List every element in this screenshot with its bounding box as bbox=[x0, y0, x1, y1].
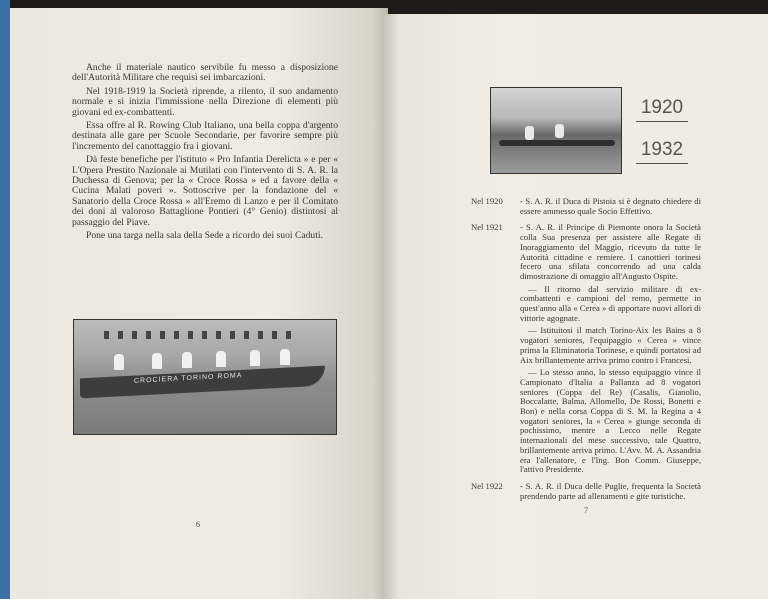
entry-year-label: Nel 1920 bbox=[471, 196, 503, 206]
chronicle-entry bbox=[471, 223, 701, 475]
entry-paragraph: — Il ritorno dal servizio militare di ex-combattenti e campioni del remo, permette in quest'anno alla « Cerea » di apportare nuovi allori di vittorie agognate. bbox=[520, 283, 701, 323]
chronicle-entry bbox=[471, 482, 701, 501]
boat-hull bbox=[80, 366, 325, 399]
flags-decoration bbox=[104, 326, 324, 340]
rowing-boat-photo bbox=[73, 319, 337, 435]
rower-figure bbox=[216, 351, 226, 367]
boat-inscription: CROCIERA TORINO ROMA bbox=[134, 372, 243, 385]
scull-photo bbox=[490, 87, 622, 174]
entry-paragraph: - S. A. R. il Duca delle Puglie, frequenta la Società prendendo parte ad allenamenti e gite turistiche. bbox=[520, 480, 701, 501]
paragraph: Dà feste benefiche per l'istituto « Pro Infantia Derelicta » e per « L'Opera Prestito Nazionale ai Mutilati con l'intervento di S. A. R. la Duchessa di Genova; per la « Croce Rossa » ed a favore della « Cucina Malati poveri ». Sottoscrive per la fondazione del « Sanatorio della Croce Rossa » all'Eremo di Lanzo e per il Comitato dei doni al valoroso Battaglione Pontieri (4° Genio) distintosi al passaggio del Piave. bbox=[72, 154, 338, 228]
page-number-left: 6 bbox=[196, 520, 200, 529]
rower-figure bbox=[280, 349, 290, 365]
entry-paragraph: — Istituitosi il match Torino-Aix les Bains a 8 vogatori seniores, l'equipaggio « Cerea » vince prima la Eliminatoria Torinese, e quindi portatosi ad Aix brillantemente arriva primo contro i Francesi. bbox=[520, 325, 701, 365]
entry-year-label: Nel 1922 bbox=[471, 480, 503, 491]
paragraph: Anche il materiale nautico servibile fu messo a disposizione dell'Autorità Militare che requisì sei imbarcazioni. bbox=[72, 62, 338, 84]
paragraph: Pone una targa nella sala della Sede a ricordo dei suoi Caduti. bbox=[86, 230, 323, 242]
paragraph: Essa offre al R. Rowing Club Italiano, una bella coppa d'argento destinata alle gare per Scuole Secondarie, per favorire sempre più l'incremento del canottaggio fra i giovani. bbox=[72, 120, 338, 152]
rower-figure bbox=[182, 352, 192, 368]
scull-hull bbox=[499, 140, 615, 146]
rower-figure bbox=[555, 124, 564, 138]
entry-year-label: Nel 1921 bbox=[471, 222, 503, 233]
chronicle-entry bbox=[471, 197, 701, 216]
page-number-right: 7 bbox=[584, 506, 588, 515]
rower-figure bbox=[525, 126, 534, 140]
entry-paragraph: - S. A. R. il Principe di Piemonte onora la Società colla Sua presenza per assistere alle Regate di Inoraggiamento del Maggio, ricevuto da tutte le Autorità cittadine e remiere. I canottieri torinesi fecero una sfilata concorrendo ad una calda dimostrazione di omaggio all'Augusto Ospite. bbox=[520, 222, 701, 281]
entry-text bbox=[520, 223, 701, 475]
year-start: 1920 bbox=[636, 97, 688, 122]
entry-paragraph: — Lo stesso anno, lo stesso equipaggio vince il Campionato d'Italia a Pallanza ad 8 vogatori seniores (Coppa del Re) (Casalis, Gianolio, Boccalatte, Balma, Allomello, De Rossi, Bonetti e Bon) e nella corsa Coppa di S. M. la Regina a 4 vogatori seniores, la « Cerea » giunge seconda di pochissimo, mentre a Lecco nelle Regate internazionali del mese successivo, tale Quattro, brillantemente arriva primo. L'Avv. M. A. Assandria era l'allenatore, e l'Ing. Bon Comm. Giuseppe, l'attivo Presidente. bbox=[520, 367, 701, 475]
year-range bbox=[636, 97, 688, 164]
rower-figure bbox=[114, 354, 124, 370]
entry-text bbox=[520, 482, 701, 501]
year-end: 1932 bbox=[636, 139, 688, 164]
left-page-text bbox=[72, 63, 338, 245]
rower-figure bbox=[152, 353, 162, 369]
paragraph: Nel 1918-1919 la Società riprende, a rilento, il suo andamento normale e si inizia l'immissione nella Direzione di elementi più giovani ed ex-combattenti. bbox=[72, 85, 338, 118]
background-edge bbox=[0, 0, 10, 599]
chronicle-entries bbox=[471, 197, 701, 508]
entry-text bbox=[520, 197, 701, 216]
rower-figure bbox=[250, 350, 260, 366]
entry-paragraph: - S. A. R. il Duca di Pistoia si è degnato chiedere di essere ammesso quale Socio Effettivo. bbox=[520, 196, 701, 216]
